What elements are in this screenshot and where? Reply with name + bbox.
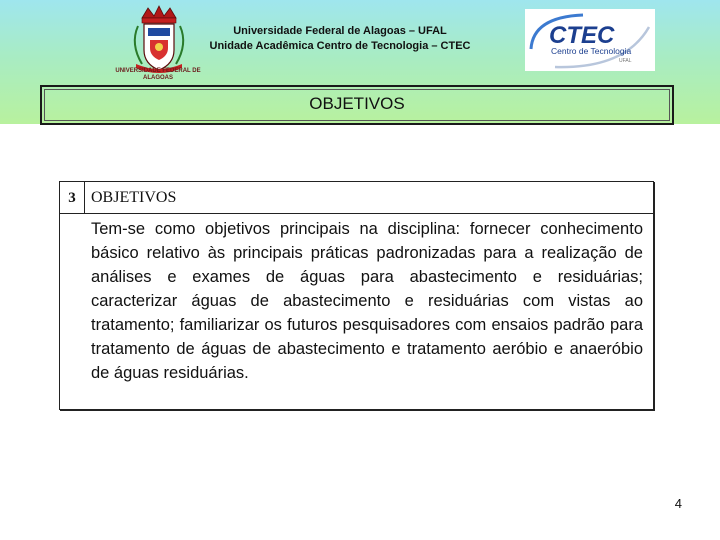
ufal-logo-caption: UNIVERSIDADE FEDERAL DE ALAGOAS [115,68,201,81]
institution-name: Universidade Federal de Alagoas – UFAL [233,25,447,37]
ctec-logo-small: UFAL [619,58,632,64]
objectives-paragraph: Tem-se como objetivos principais na disciplina: fornecer conhecimento básico relativo às principais práticas padronizadas para a realização de análises e exames de águas para abastecimento e residuárias; caracterizar águas de abastecimento e residuárias com vistas ao tratamento; familiarizar os futuros pesquisadores com ensaios padrão para tratamento de águas de abastecimento e tratamento aeróbio e anaeróbio de águas residuárias. [91,220,643,382]
section-heading: OBJETIVOS [85,182,653,214]
ctec-logo-text: CTEC [549,22,615,49]
slide-title: OBJETIVOS [309,94,405,113]
ctec-logo [525,9,655,71]
ctec-logo-subtitle: Centro de Tecnologia [551,46,632,56]
slide-title-box [40,85,674,125]
section-number: 3 [60,182,85,214]
page-number: 4 [674,496,682,511]
objectives-table [59,181,654,410]
institution-unit: Unidade Acadêmica Centro de Tecnologia – CTEC [209,40,471,52]
